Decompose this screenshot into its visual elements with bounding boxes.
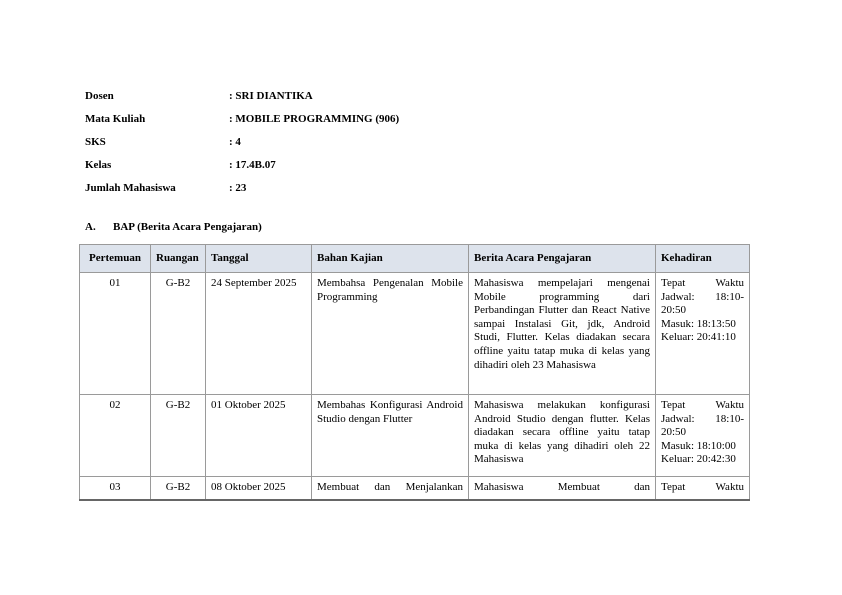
info-value: : 4 [229,135,241,148]
info-row-dosen [85,84,399,107]
cell-berita-acara: Mahasiswa melakukan konfigurasi Android Studio dengan flutter. Kelas diadakan secara offline yaitu tatap muka di kelas yang dihadiri oleh 22 Mahasiswa [469,395,656,477]
info-value: : 17.4B.07 [229,158,276,171]
kehadiran-keluar: Keluar: 20:41:10 [661,331,736,344]
table-row [80,477,750,500]
cell-kehadiran [656,273,750,395]
section-title: BAP (Berita Acara Pengajaran) [113,221,262,233]
cell-kehadiran: Tepat Waktu [656,477,750,500]
info-row-kelas [85,153,399,176]
kehadiran-status: Tepat Waktu Jadwal: 18:10-20:50 [661,277,744,317]
info-value: : MOBILE PROGRAMMING (906) [229,112,400,125]
cell-bahan-kajian: Membahas Konfigurasi Android Studio dengan Flutter [312,395,469,477]
info-label: Kelas [85,158,112,171]
table-row [80,273,750,395]
info-row-jumlah-mahasiswa [85,176,399,199]
cell-ruangan: G-B2 [151,477,206,500]
header-tanggal: Tanggal [206,245,312,273]
kehadiran-masuk: Masuk: 18:13:50 [661,317,736,330]
header-berita-acara: Berita Acara Pengajaran [469,245,656,273]
cell-bahan-kajian: Membuat dan Menjalankan [312,477,469,500]
info-value: : SRI DIANTIKA [229,89,313,102]
kehadiran-status: Tepat Waktu Jadwal: 18:10-20:50 [661,399,744,439]
cell-berita-acara: Mahasiswa Membuat dan [469,477,656,500]
cell-pertemuan: 02 [80,395,151,477]
cell-pertemuan: 01 [80,273,151,395]
info-row-sks [85,130,399,153]
kehadiran-keluar: Keluar: 20:42:30 [661,453,736,466]
cell-pertemuan: 03 [80,477,151,500]
header-ruangan: Ruangan [151,245,206,273]
cell-ruangan: G-B2 [151,395,206,477]
info-label: Jumlah Mahasiswa [85,181,176,194]
info-value: : 23 [229,181,247,194]
bap-table [79,244,750,501]
info-label: Mata Kuliah [85,112,146,125]
header-pertemuan: Pertemuan [80,245,151,273]
cell-bahan-kajian: Membahsa Pengenalan Mobile Programming [312,273,469,395]
info-label: Dosen [85,89,114,102]
cell-berita-acara: Mahasiswa mempelajari mengenai Mobile programming dari Perbandingan Flutter dan React Native sampai Instalasi Git, jdk, Android Studi, Flutter. Kelas diadakan secara offline yaitu tatap muka di kelas yang dihadiri oleh 23 Mahasiswa [469,273,656,395]
kehadiran-masuk: Masuk: 18:10:00 [661,439,736,452]
cell-tanggal: 08 Oktober 2025 [206,477,312,500]
section-heading [85,221,262,233]
header-kehadiran: Kehadiran [656,245,750,273]
header-bahan-kajian: Bahan Kajian [312,245,469,273]
table-row [80,395,750,477]
table-header-row [80,245,750,273]
course-info [85,84,399,199]
cell-tanggal: 24 September 2025 [206,273,312,395]
section-letter: A. [85,221,96,233]
info-row-mata-kuliah [85,107,399,130]
cell-kehadiran [656,395,750,477]
cell-ruangan: G-B2 [151,273,206,395]
info-label: SKS [85,135,106,148]
cell-tanggal: 01 Oktober 2025 [206,395,312,477]
